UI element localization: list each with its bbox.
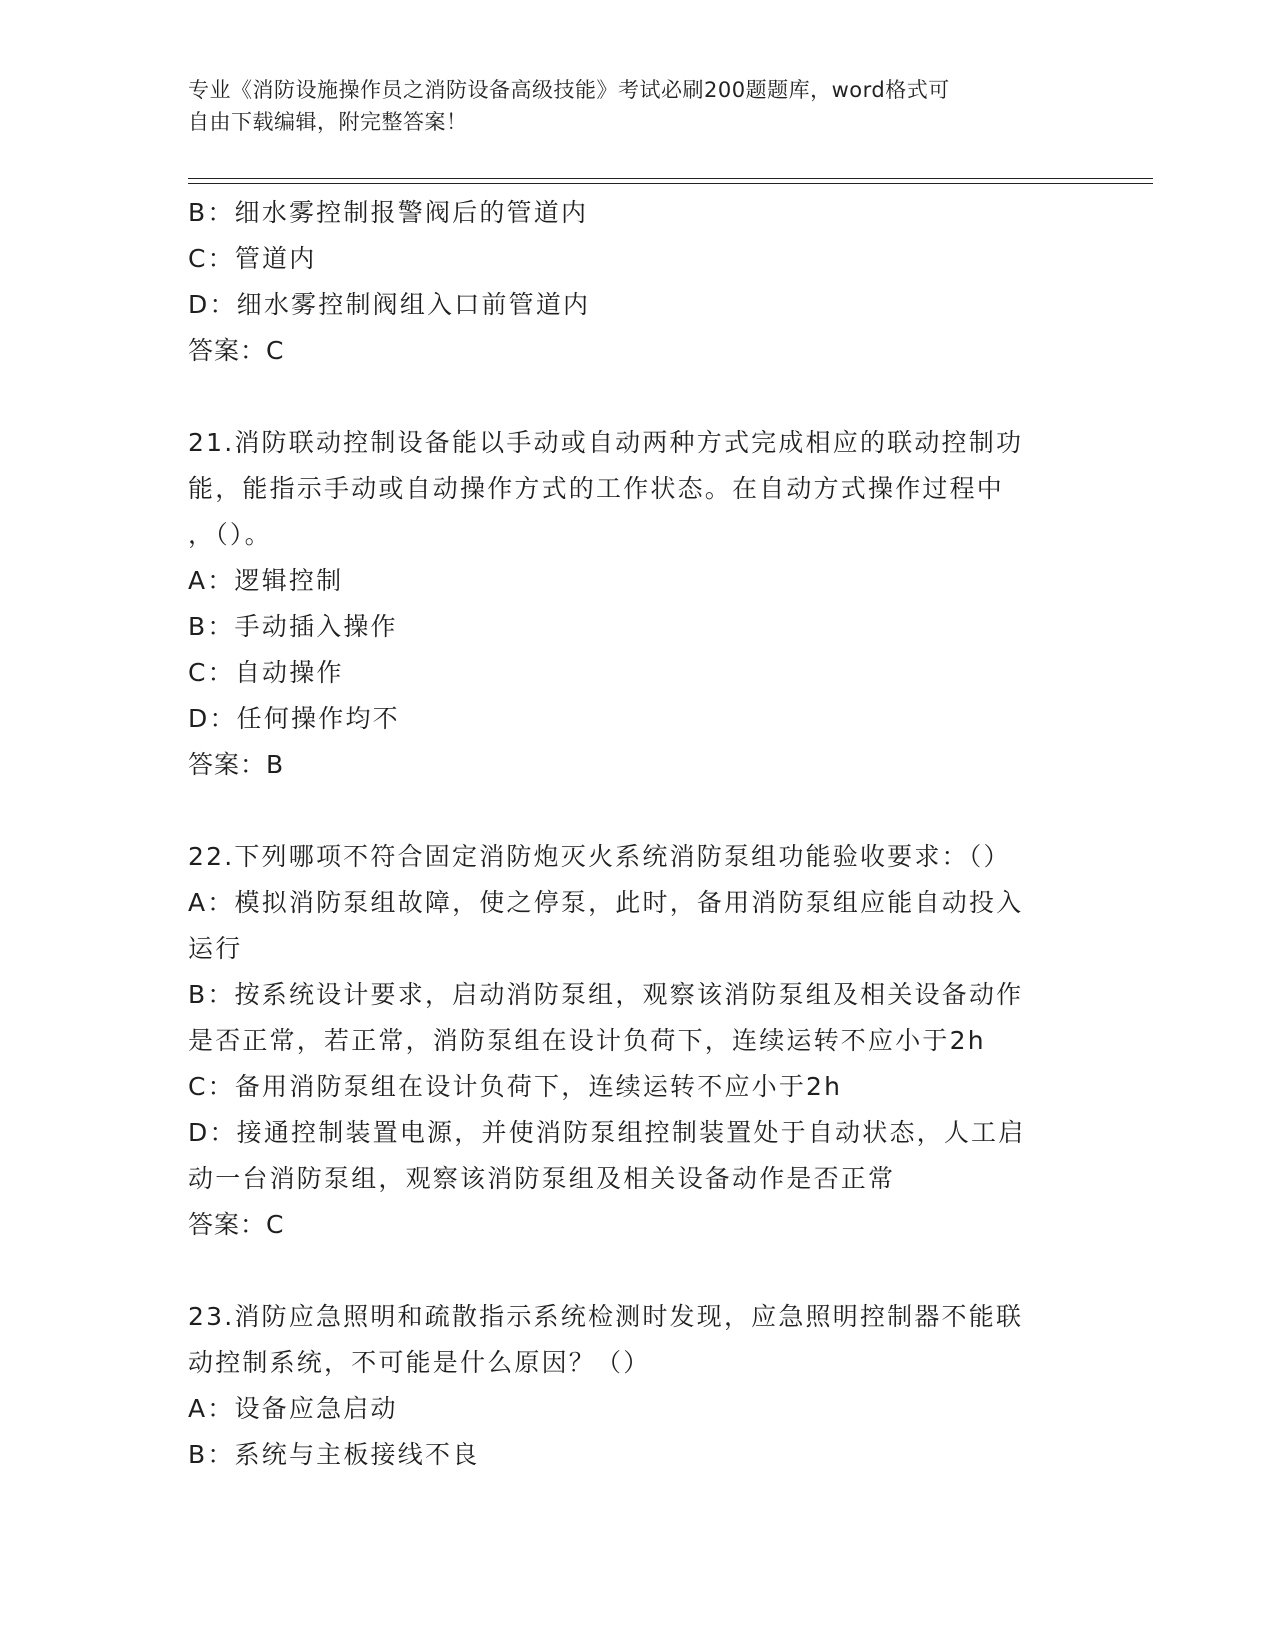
option-d-line: D：接通控制装置电源，并使消防泵组控制装置处于自动状态，人工启 (188, 1118, 1026, 1147)
question-stem-line: 能，能指示手动或自动操作方式的工作状态。在自动方式操作过程中 (188, 474, 1005, 503)
option-b: B：系统与主板接线不良 (188, 1440, 480, 1469)
option-d: D：任何操作均不 (188, 704, 400, 733)
question-21 (188, 420, 1088, 788)
question-23 (188, 1294, 1088, 1478)
question-stem-line: 23.消防应急照明和疏散指示系统检测时发现，应急照明控制器不能联 (188, 1302, 1024, 1331)
question-stem-line: 21.消防联动控制设备能以手动或自动两种方式完成相应的联动控制功 (188, 428, 1024, 457)
option-b: B：手动插入操作 (188, 612, 398, 641)
question-stem-line: 22.下列哪项不符合固定消防炮灭火系统消防泵组功能验收要求：（） (188, 842, 1011, 871)
option-c: C：自动操作 (188, 658, 344, 687)
option-a: A：逻辑控制 (188, 566, 344, 595)
header-line-1: 专业《消防设施操作员之消防设备高级技能》考试必刷200题题库，word格式可 (188, 78, 950, 102)
option-a-line: 运行 (188, 934, 243, 963)
document-header (188, 74, 1068, 138)
question-22 (188, 834, 1088, 1248)
answer: 答案：C (188, 1210, 285, 1239)
option-c: C：管道内 (188, 244, 317, 273)
option-a-line: A：模拟消防泵组故障，使之停泵，此时，备用消防泵组应能自动投入 (188, 888, 1024, 917)
prev-question (188, 190, 1088, 374)
option-b: B：细水雾控制报警阀后的管道内 (188, 198, 589, 227)
option-d: D：细水雾控制阀组入口前管道内 (188, 290, 591, 319)
option-c-line: C：备用消防泵组在设计负荷下，连续运转不应小于2h (188, 1072, 843, 1101)
header-divider-bottom (188, 183, 1153, 184)
question-content (188, 190, 1088, 1478)
header-line-2: 自由下载编辑，附完整答案！ (188, 110, 468, 134)
option-b-line: 是否正常，若正常，消防泵组在设计负荷下，连续运转不应小于2h (188, 1026, 986, 1055)
answer: 答案：B (188, 750, 285, 779)
option-a: A：设备应急启动 (188, 1394, 398, 1423)
option-b-line: B：按系统设计要求，启动消防泵组，观察该消防泵组及相关设备动作 (188, 980, 1024, 1009)
spacer (188, 374, 1088, 420)
spacer (188, 788, 1088, 834)
question-stem-line: 动控制系统，不可能是什么原因？（） (188, 1348, 651, 1377)
option-d-line: 动一台消防泵组，观察该消防泵组及相关设备动作是否正常 (188, 1164, 896, 1193)
question-stem-line: ，（）。 (188, 520, 272, 549)
spacer (188, 1248, 1088, 1294)
answer: 答案：C (188, 336, 285, 365)
header-divider-top (188, 178, 1153, 179)
